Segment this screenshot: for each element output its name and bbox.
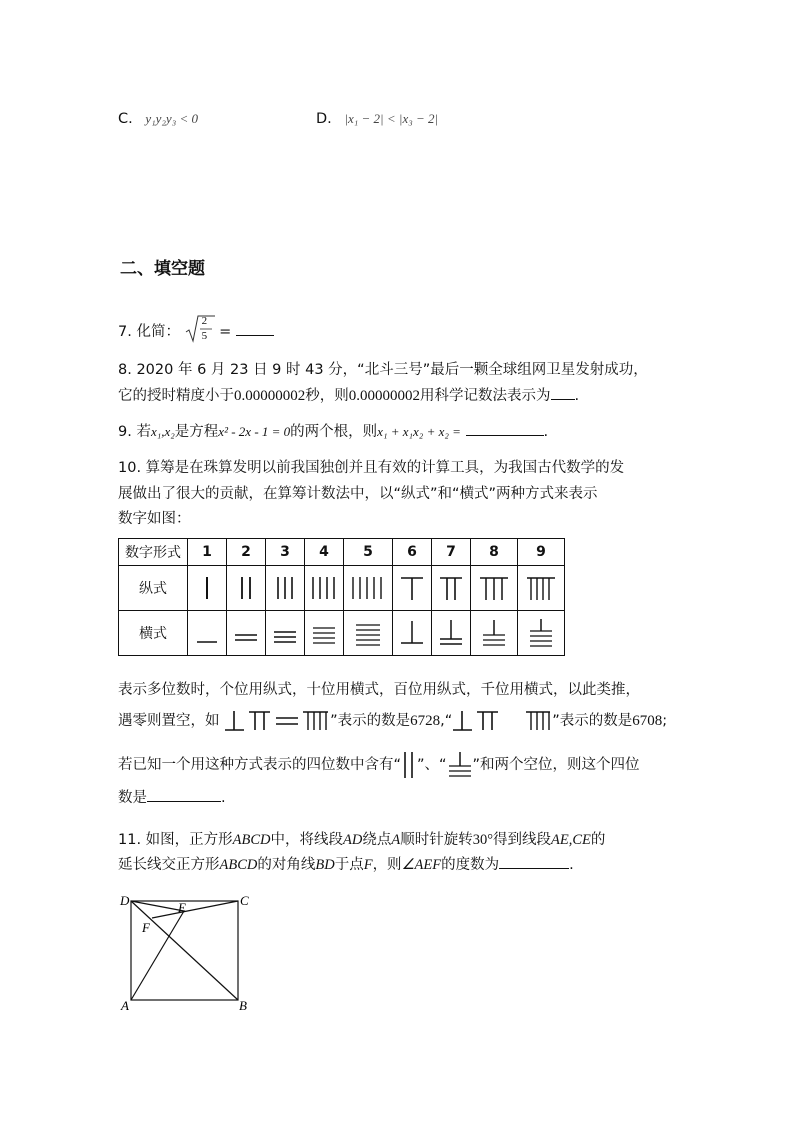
q11-point-a: A (391, 832, 401, 848)
q11-text-k: 的度数为 (441, 857, 500, 873)
vertical-rod-3-icon (266, 566, 305, 611)
label-d: D (120, 893, 130, 908)
rod-number-6728-icon (224, 708, 330, 734)
option-d-expr: |x₁ − 2| < |x₃ − 2| (344, 111, 439, 126)
horizontal-rod-1-icon (188, 611, 227, 656)
q10-line-3: 数字如图： (118, 511, 191, 527)
sqrt-sign-icon (185, 314, 215, 344)
option-c-expr: y₁y₂y₃ < 0 (145, 111, 198, 126)
digit-9: 9 (518, 539, 565, 566)
q11-text-i: 于点 (334, 857, 364, 873)
q10-line-2: 展做出了很大的贡献，在算筹计数法中，以“纵式”和“横式”两种方式来表示 (118, 486, 598, 502)
q11-text-d: 顺时针旋转 (400, 832, 473, 848)
q10-number-6728: 6728 (410, 713, 441, 729)
q8-text-b: 秒，则 (305, 388, 349, 404)
vertical-form-label: 纵式 (119, 566, 188, 611)
q10-paragraph-4 (118, 786, 226, 807)
q11-line-1 (118, 828, 605, 849)
q10-p3-text-a: 若已知一个用这种方式表示的四位数中含有“ (118, 757, 402, 773)
q10-paragraph-3 (118, 750, 640, 780)
q11-square-1: ABCD (232, 832, 271, 848)
q9-mid: 是方程 (174, 424, 219, 440)
q11-segments-ae-ce: AE,CE (551, 832, 591, 848)
q9-number: 9. (118, 424, 132, 440)
q11-text-e: 得到线段 (493, 832, 552, 848)
q10-p3-text-b: ”、“ (417, 757, 447, 773)
vertical-rod-5-icon (344, 566, 393, 611)
option-c-label: C. (118, 111, 133, 127)
horizontal-rod-4-icon (305, 611, 344, 656)
option-d-label: D. (316, 111, 332, 127)
q7-text: 化简： (136, 324, 180, 340)
q10-line-1: 10. 算筹是在珠算发明以前我国独创并且有效的计算工具，为我国古代数学的发 (118, 460, 625, 476)
digit-3: 3 (266, 539, 305, 566)
q8-end: . (574, 388, 580, 404)
label-b: B (239, 998, 247, 1013)
q11-text-a: 11. 如图，正方形 (118, 832, 233, 848)
vertical-rod-4-icon (305, 566, 344, 611)
q10-p4-text-a: 数是 (118, 790, 147, 806)
horizontal-rod-8-icon (471, 611, 518, 656)
vertical-rod-9-icon (518, 566, 565, 611)
q7-number: 7. (118, 324, 132, 340)
diagonal-bd (131, 901, 238, 1000)
table-header-label: 数字形式 (119, 539, 188, 566)
digit-4: 4 (305, 539, 344, 566)
vertical-rod-6-icon (393, 566, 432, 611)
square-figure (112, 890, 262, 1015)
label-c: C (240, 893, 249, 908)
q8-line-2 (118, 384, 579, 405)
q9-expression: x₁ + x₁x₂ + x₂ = (377, 424, 461, 439)
segment-ce-extended (152, 901, 238, 918)
q10-p2-text-c: ,“ (440, 713, 453, 729)
q9-roots: x₁,x₂ (150, 424, 175, 439)
label-e: E (178, 900, 186, 915)
rod-number-6708-icon (452, 708, 552, 734)
q10-p2-text-a: 遇零则置空，如 (118, 713, 220, 729)
q10-paragraph-2 (118, 708, 667, 734)
q10-p2-text-d: ”表示的数是 (552, 713, 633, 729)
q11-end: . (569, 857, 574, 873)
vertical-rod-8-icon (471, 566, 518, 611)
q10-p4-end: . (221, 790, 226, 806)
question-7 (118, 316, 274, 346)
option-c (118, 111, 198, 127)
section-title: 二、填空题 (120, 259, 205, 279)
q9-equation: x² - 2x - 1 = 0 (218, 424, 291, 439)
q11-point-f: F (363, 857, 373, 873)
q7-sqrt-fraction (185, 316, 215, 346)
q8-value-2: 0.00000002 (348, 388, 420, 404)
vertical-rod-1-icon (188, 566, 227, 611)
vertical-rod-2-icon (227, 566, 266, 611)
option-d (316, 111, 438, 127)
rod-horizontal-eight-icon (447, 750, 473, 780)
digit-8: 8 (471, 539, 518, 566)
q7-numerator: 2 (201, 315, 208, 327)
digit-7: 7 (432, 539, 471, 566)
horizontal-rod-7-icon (432, 611, 471, 656)
rod-two-vertical-icon (401, 750, 417, 780)
label-f: F (142, 920, 150, 935)
q11-text-h: 的对角线 (257, 857, 316, 873)
q7-answer-blank[interactable] (236, 321, 274, 336)
q9-mid2: 的两个根，则 (290, 424, 378, 440)
segment-de (131, 901, 184, 911)
q8-text-a: 它的授时精度小于 (118, 388, 234, 404)
q8-line-1: 8. 2020 年 6 月 23 日 9 时 43 分，“北斗三号”最后一颗全球组网卫星发射成功， (118, 362, 648, 378)
horizontal-form-label: 横式 (119, 611, 188, 656)
q8-value-1: 0.00000002 (234, 388, 306, 404)
q11-square-2: ABCD (219, 857, 258, 873)
q11-text-b: 中，将线段 (270, 832, 344, 848)
q9-pre: 若 (136, 424, 151, 440)
vertical-rod-7-icon (432, 566, 471, 611)
q9-end: . (543, 424, 549, 440)
q11-text-f: 的 (590, 832, 606, 848)
horizontal-rod-6-icon (393, 611, 432, 656)
horizontal-rod-3-icon (266, 611, 305, 656)
digit-5: 5 (344, 539, 393, 566)
q10-p3-text-c: ”和两个空位，则这个四位 (472, 757, 640, 773)
q10-paragraph-1: 表示多位数时，个位用纵式，十位用横式，百位用纵式，千位用横式，以此类推， (118, 682, 640, 698)
q11-angle-value: 30° (472, 832, 494, 848)
label-a: A (121, 998, 129, 1013)
digit-6: 6 (393, 539, 432, 566)
horizontal-rod-9-icon (518, 611, 565, 656)
question-9 (118, 420, 548, 441)
q11-text-c: 绕点 (362, 832, 392, 848)
q10-p2-text-e: ; (662, 713, 668, 729)
counting-rod-table (118, 538, 565, 656)
q11-angle-aef: ∠AEF (401, 857, 442, 873)
digit-2: 2 (227, 539, 266, 566)
q11-diagonal-bd: BD (315, 857, 335, 873)
q11-line-2 (118, 853, 574, 874)
q8-text-c: 用科学记数法表示为 (420, 388, 551, 404)
horizontal-rod-5-icon (344, 611, 393, 656)
q7-equals: = (219, 324, 232, 340)
digit-1: 1 (188, 539, 227, 566)
q10-answer-blank[interactable] (147, 787, 221, 802)
q11-segment-ad: AD (343, 832, 363, 848)
q9-answer-blank[interactable] (466, 421, 544, 436)
q7-denominator: 5 (201, 330, 208, 342)
q11-text-j: ，则 (372, 857, 402, 873)
horizontal-rod-2-icon (227, 611, 266, 656)
q8-answer-blank[interactable] (551, 385, 575, 400)
q11-answer-blank[interactable] (499, 854, 569, 869)
segment-ae (131, 911, 184, 1000)
q11-text-g: 延长线交正方形 (118, 857, 220, 873)
q10-p2-text-b: ”表示的数是 (330, 713, 411, 729)
q10-number-6708: 6708 (632, 713, 663, 729)
